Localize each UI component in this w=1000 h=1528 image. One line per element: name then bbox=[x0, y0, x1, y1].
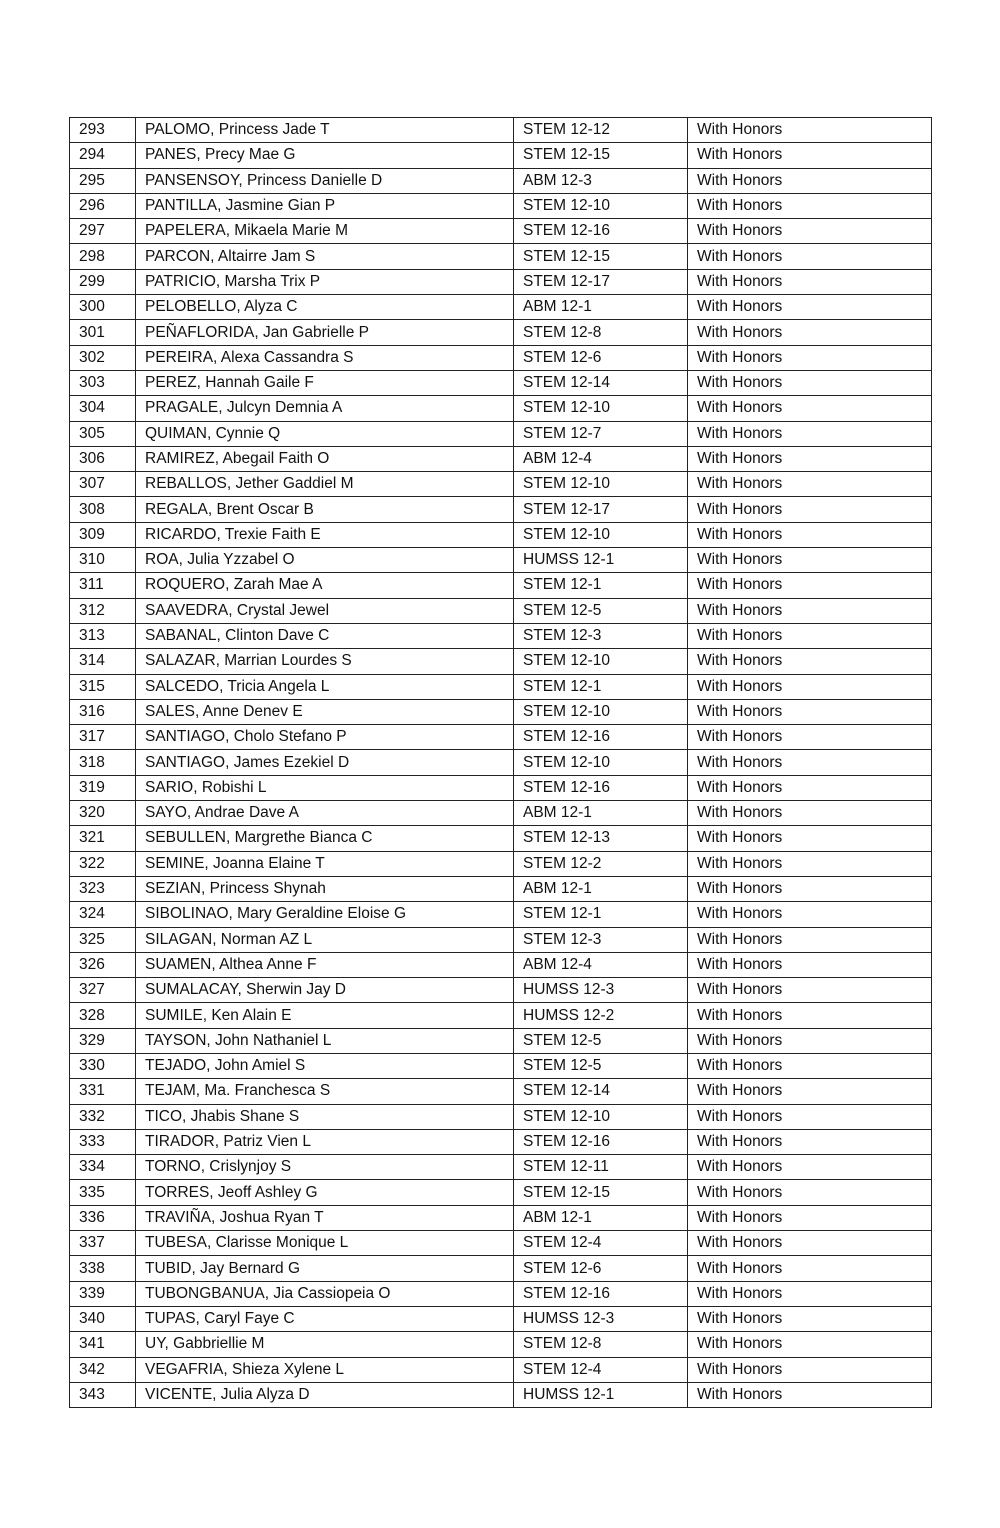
table-row bbox=[70, 750, 932, 775]
row-number-cell: 334 bbox=[70, 1155, 136, 1180]
student-name-cell: TORRES, Jeoff Ashley G bbox=[136, 1180, 514, 1205]
table-row bbox=[70, 446, 932, 471]
table-row bbox=[70, 1028, 932, 1053]
row-number-cell: 339 bbox=[70, 1281, 136, 1306]
table-row bbox=[70, 1357, 932, 1382]
table-row bbox=[70, 396, 932, 421]
section-cell: HUMSS 12-3 bbox=[514, 1306, 688, 1331]
table-row bbox=[70, 1129, 932, 1154]
section-cell: STEM 12-10 bbox=[514, 1104, 688, 1129]
student-name-cell: PALOMO, Princess Jade T bbox=[136, 118, 514, 143]
award-cell: With Honors bbox=[688, 1231, 932, 1256]
section-cell: STEM 12-10 bbox=[514, 750, 688, 775]
table-row bbox=[70, 978, 932, 1003]
row-number-cell: 324 bbox=[70, 902, 136, 927]
section-cell: STEM 12-15 bbox=[514, 1180, 688, 1205]
award-cell: With Honors bbox=[688, 118, 932, 143]
award-cell: With Honors bbox=[688, 345, 932, 370]
row-number-cell: 330 bbox=[70, 1053, 136, 1078]
table-row bbox=[70, 295, 932, 320]
student-name-cell: TIRADOR, Patriz Vien L bbox=[136, 1129, 514, 1154]
student-name-cell: TUPAS, Caryl Faye C bbox=[136, 1306, 514, 1331]
award-cell: With Honors bbox=[688, 143, 932, 168]
table-row bbox=[70, 649, 932, 674]
row-number-cell: 299 bbox=[70, 269, 136, 294]
row-number-cell: 327 bbox=[70, 978, 136, 1003]
student-name-cell: SUMILE, Ken Alain E bbox=[136, 1003, 514, 1028]
row-number-cell: 335 bbox=[70, 1180, 136, 1205]
row-number-cell: 325 bbox=[70, 927, 136, 952]
table-row bbox=[70, 320, 932, 345]
section-cell: ABM 12-1 bbox=[514, 876, 688, 901]
award-cell: With Honors bbox=[688, 1382, 932, 1407]
student-name-cell: SILAGAN, Norman AZ L bbox=[136, 927, 514, 952]
student-name-cell: VICENTE, Julia Alyza D bbox=[136, 1382, 514, 1407]
section-cell: STEM 12-14 bbox=[514, 1079, 688, 1104]
section-cell: STEM 12-8 bbox=[514, 320, 688, 345]
award-cell: With Honors bbox=[688, 295, 932, 320]
award-cell: With Honors bbox=[688, 1104, 932, 1129]
section-cell: STEM 12-4 bbox=[514, 1231, 688, 1256]
row-number-cell: 304 bbox=[70, 396, 136, 421]
row-number-cell: 306 bbox=[70, 446, 136, 471]
student-name-cell: SUAMEN, Althea Anne F bbox=[136, 952, 514, 977]
table-row bbox=[70, 801, 932, 826]
row-number-cell: 321 bbox=[70, 826, 136, 851]
award-cell: With Honors bbox=[688, 674, 932, 699]
student-name-cell: TORNO, Crislynjoy S bbox=[136, 1155, 514, 1180]
table-row bbox=[70, 1205, 932, 1230]
row-number-cell: 326 bbox=[70, 952, 136, 977]
row-number-cell: 338 bbox=[70, 1256, 136, 1281]
award-cell: With Honors bbox=[688, 421, 932, 446]
table-row bbox=[70, 1180, 932, 1205]
table-row bbox=[70, 472, 932, 497]
table-row bbox=[70, 573, 932, 598]
section-cell: STEM 12-1 bbox=[514, 902, 688, 927]
row-number-cell: 329 bbox=[70, 1028, 136, 1053]
section-cell: STEM 12-7 bbox=[514, 421, 688, 446]
award-cell: With Honors bbox=[688, 522, 932, 547]
section-cell: STEM 12-5 bbox=[514, 1053, 688, 1078]
student-name-cell: RICARDO, Trexie Faith E bbox=[136, 522, 514, 547]
section-cell: STEM 12-17 bbox=[514, 497, 688, 522]
student-name-cell: TUBESA, Clarisse Monique L bbox=[136, 1231, 514, 1256]
section-cell: STEM 12-17 bbox=[514, 269, 688, 294]
section-cell: STEM 12-1 bbox=[514, 573, 688, 598]
table-row bbox=[70, 118, 932, 143]
table-row bbox=[70, 370, 932, 395]
student-name-cell: RAMIREZ, Abegail Faith O bbox=[136, 446, 514, 471]
student-name-cell: PEÑAFLORIDA, Jan Gabrielle P bbox=[136, 320, 514, 345]
student-name-cell: SARIO, Robishi L bbox=[136, 775, 514, 800]
award-cell: With Honors bbox=[688, 826, 932, 851]
award-cell: With Honors bbox=[688, 1003, 932, 1028]
award-cell: With Honors bbox=[688, 1306, 932, 1331]
row-number-cell: 296 bbox=[70, 193, 136, 218]
section-cell: STEM 12-16 bbox=[514, 219, 688, 244]
row-number-cell: 336 bbox=[70, 1205, 136, 1230]
award-cell: With Honors bbox=[688, 775, 932, 800]
student-name-cell: PRAGALE, Julcyn Demnia A bbox=[136, 396, 514, 421]
row-number-cell: 323 bbox=[70, 876, 136, 901]
table-row bbox=[70, 725, 932, 750]
section-cell: STEM 12-5 bbox=[514, 1028, 688, 1053]
table-row bbox=[70, 699, 932, 724]
student-name-cell: PEREIRA, Alexa Cassandra S bbox=[136, 345, 514, 370]
award-cell: With Honors bbox=[688, 1028, 932, 1053]
student-name-cell: SAAVEDRA, Crystal Jewel bbox=[136, 598, 514, 623]
award-cell: With Honors bbox=[688, 851, 932, 876]
table-row bbox=[70, 548, 932, 573]
student-name-cell: SANTIAGO, James Ezekiel D bbox=[136, 750, 514, 775]
row-number-cell: 297 bbox=[70, 219, 136, 244]
section-cell: STEM 12-10 bbox=[514, 522, 688, 547]
table-row bbox=[70, 1053, 932, 1078]
table-row bbox=[70, 522, 932, 547]
student-name-cell: SEBULLEN, Margrethe Bianca C bbox=[136, 826, 514, 851]
section-cell: STEM 12-12 bbox=[514, 118, 688, 143]
student-name-cell: REGALA, Brent Oscar B bbox=[136, 497, 514, 522]
row-number-cell: 310 bbox=[70, 548, 136, 573]
row-number-cell: 307 bbox=[70, 472, 136, 497]
section-cell: ABM 12-4 bbox=[514, 952, 688, 977]
table-row bbox=[70, 775, 932, 800]
award-cell: With Honors bbox=[688, 801, 932, 826]
award-cell: With Honors bbox=[688, 370, 932, 395]
section-cell: STEM 12-6 bbox=[514, 345, 688, 370]
section-cell: ABM 12-4 bbox=[514, 446, 688, 471]
row-number-cell: 316 bbox=[70, 699, 136, 724]
row-number-cell: 301 bbox=[70, 320, 136, 345]
table-row bbox=[70, 1155, 932, 1180]
honors-table bbox=[69, 117, 932, 1408]
row-number-cell: 302 bbox=[70, 345, 136, 370]
award-cell: With Honors bbox=[688, 472, 932, 497]
table-row bbox=[70, 1332, 932, 1357]
row-number-cell: 319 bbox=[70, 775, 136, 800]
award-cell: With Honors bbox=[688, 396, 932, 421]
row-number-cell: 303 bbox=[70, 370, 136, 395]
section-cell: HUMSS 12-3 bbox=[514, 978, 688, 1003]
award-cell: With Honors bbox=[688, 1205, 932, 1230]
student-name-cell: SIBOLINAO, Mary Geraldine Eloise G bbox=[136, 902, 514, 927]
section-cell: HUMSS 12-1 bbox=[514, 1382, 688, 1407]
student-name-cell: SANTIAGO, Cholo Stefano P bbox=[136, 725, 514, 750]
section-cell: STEM 12-3 bbox=[514, 927, 688, 952]
section-cell: ABM 12-3 bbox=[514, 168, 688, 193]
student-name-cell: SAYO, Andrae Dave A bbox=[136, 801, 514, 826]
honors-table-body bbox=[70, 118, 932, 1408]
award-cell: With Honors bbox=[688, 1180, 932, 1205]
section-cell: STEM 12-5 bbox=[514, 598, 688, 623]
row-number-cell: 312 bbox=[70, 598, 136, 623]
student-name-cell: TUBID, Jay Bernard G bbox=[136, 1256, 514, 1281]
table-row bbox=[70, 598, 932, 623]
award-cell: With Honors bbox=[688, 168, 932, 193]
award-cell: With Honors bbox=[688, 320, 932, 345]
student-name-cell: TEJADO, John Amiel S bbox=[136, 1053, 514, 1078]
award-cell: With Honors bbox=[688, 598, 932, 623]
award-cell: With Honors bbox=[688, 1053, 932, 1078]
section-cell: STEM 12-15 bbox=[514, 244, 688, 269]
student-name-cell: SABANAL, Clinton Dave C bbox=[136, 623, 514, 648]
table-row bbox=[70, 244, 932, 269]
row-number-cell: 295 bbox=[70, 168, 136, 193]
award-cell: With Honors bbox=[688, 876, 932, 901]
row-number-cell: 293 bbox=[70, 118, 136, 143]
student-name-cell: PELOBELLO, Alyza C bbox=[136, 295, 514, 320]
table-row bbox=[70, 1104, 932, 1129]
row-number-cell: 313 bbox=[70, 623, 136, 648]
row-number-cell: 315 bbox=[70, 674, 136, 699]
row-number-cell: 294 bbox=[70, 143, 136, 168]
table-row bbox=[70, 1003, 932, 1028]
row-number-cell: 332 bbox=[70, 1104, 136, 1129]
student-name-cell: TRAVIÑA, Joshua Ryan T bbox=[136, 1205, 514, 1230]
student-name-cell: PANES, Precy Mae G bbox=[136, 143, 514, 168]
section-cell: STEM 12-3 bbox=[514, 623, 688, 648]
row-number-cell: 314 bbox=[70, 649, 136, 674]
student-name-cell: QUIMAN, Cynnie Q bbox=[136, 421, 514, 446]
award-cell: With Honors bbox=[688, 1155, 932, 1180]
table-row bbox=[70, 193, 932, 218]
section-cell: STEM 12-4 bbox=[514, 1357, 688, 1382]
award-cell: With Honors bbox=[688, 952, 932, 977]
table-row bbox=[70, 143, 932, 168]
section-cell: STEM 12-1 bbox=[514, 674, 688, 699]
table-row bbox=[70, 1256, 932, 1281]
student-name-cell: VEGAFRIA, Shieza Xylene L bbox=[136, 1357, 514, 1382]
student-name-cell: TUBONGBANUA, Jia Cassiopeia O bbox=[136, 1281, 514, 1306]
award-cell: With Honors bbox=[688, 548, 932, 573]
award-cell: With Honors bbox=[688, 902, 932, 927]
row-number-cell: 317 bbox=[70, 725, 136, 750]
student-name-cell: PARCON, Altairre Jam S bbox=[136, 244, 514, 269]
section-cell: ABM 12-1 bbox=[514, 801, 688, 826]
row-number-cell: 328 bbox=[70, 1003, 136, 1028]
row-number-cell: 309 bbox=[70, 522, 136, 547]
section-cell: STEM 12-10 bbox=[514, 472, 688, 497]
award-cell: With Honors bbox=[688, 750, 932, 775]
student-name-cell: UY, Gabbriellie M bbox=[136, 1332, 514, 1357]
student-name-cell: REBALLOS, Jether Gaddiel M bbox=[136, 472, 514, 497]
award-cell: With Honors bbox=[688, 573, 932, 598]
row-number-cell: 311 bbox=[70, 573, 136, 598]
table-row bbox=[70, 219, 932, 244]
award-cell: With Honors bbox=[688, 978, 932, 1003]
row-number-cell: 305 bbox=[70, 421, 136, 446]
award-cell: With Honors bbox=[688, 244, 932, 269]
award-cell: With Honors bbox=[688, 1079, 932, 1104]
award-cell: With Honors bbox=[688, 1281, 932, 1306]
award-cell: With Honors bbox=[688, 725, 932, 750]
table-row bbox=[70, 345, 932, 370]
row-number-cell: 300 bbox=[70, 295, 136, 320]
section-cell: STEM 12-2 bbox=[514, 851, 688, 876]
section-cell: STEM 12-14 bbox=[514, 370, 688, 395]
student-name-cell: SEMINE, Joanna Elaine T bbox=[136, 851, 514, 876]
row-number-cell: 343 bbox=[70, 1382, 136, 1407]
section-cell: STEM 12-10 bbox=[514, 193, 688, 218]
row-number-cell: 337 bbox=[70, 1231, 136, 1256]
row-number-cell: 308 bbox=[70, 497, 136, 522]
section-cell: STEM 12-13 bbox=[514, 826, 688, 851]
table-row bbox=[70, 168, 932, 193]
table-row bbox=[70, 1079, 932, 1104]
award-cell: With Honors bbox=[688, 269, 932, 294]
award-cell: With Honors bbox=[688, 1129, 932, 1154]
row-number-cell: 342 bbox=[70, 1357, 136, 1382]
award-cell: With Honors bbox=[688, 1357, 932, 1382]
student-name-cell: PATRICIO, Marsha Trix P bbox=[136, 269, 514, 294]
section-cell: STEM 12-15 bbox=[514, 143, 688, 168]
section-cell: STEM 12-10 bbox=[514, 649, 688, 674]
award-cell: With Honors bbox=[688, 446, 932, 471]
table-row bbox=[70, 826, 932, 851]
table-row bbox=[70, 876, 932, 901]
student-name-cell: ROQUERO, Zarah Mae A bbox=[136, 573, 514, 598]
table-row bbox=[70, 421, 932, 446]
table-row bbox=[70, 623, 932, 648]
table-row bbox=[70, 1281, 932, 1306]
award-cell: With Honors bbox=[688, 1332, 932, 1357]
table-row bbox=[70, 902, 932, 927]
student-name-cell: PANTILLA, Jasmine Gian P bbox=[136, 193, 514, 218]
student-name-cell: SUMALACAY, Sherwin Jay D bbox=[136, 978, 514, 1003]
section-cell: ABM 12-1 bbox=[514, 1205, 688, 1230]
row-number-cell: 341 bbox=[70, 1332, 136, 1357]
table-row bbox=[70, 497, 932, 522]
student-name-cell: SALES, Anne Denev E bbox=[136, 699, 514, 724]
award-cell: With Honors bbox=[688, 623, 932, 648]
section-cell: STEM 12-10 bbox=[514, 396, 688, 421]
student-name-cell: TAYSON, John Nathaniel L bbox=[136, 1028, 514, 1053]
section-cell: STEM 12-16 bbox=[514, 1281, 688, 1306]
student-name-cell: SEZIAN, Princess Shynah bbox=[136, 876, 514, 901]
award-cell: With Honors bbox=[688, 219, 932, 244]
section-cell: ABM 12-1 bbox=[514, 295, 688, 320]
table-row bbox=[70, 952, 932, 977]
section-cell: STEM 12-16 bbox=[514, 775, 688, 800]
row-number-cell: 333 bbox=[70, 1129, 136, 1154]
table-row bbox=[70, 674, 932, 699]
row-number-cell: 340 bbox=[70, 1306, 136, 1331]
award-cell: With Honors bbox=[688, 699, 932, 724]
table-row bbox=[70, 1306, 932, 1331]
row-number-cell: 298 bbox=[70, 244, 136, 269]
row-number-cell: 318 bbox=[70, 750, 136, 775]
award-cell: With Honors bbox=[688, 927, 932, 952]
student-name-cell: PANSENSOY, Princess Danielle D bbox=[136, 168, 514, 193]
section-cell: STEM 12-11 bbox=[514, 1155, 688, 1180]
section-cell: STEM 12-8 bbox=[514, 1332, 688, 1357]
row-number-cell: 331 bbox=[70, 1079, 136, 1104]
award-cell: With Honors bbox=[688, 497, 932, 522]
section-cell: HUMSS 12-1 bbox=[514, 548, 688, 573]
section-cell: STEM 12-6 bbox=[514, 1256, 688, 1281]
table-row bbox=[70, 1231, 932, 1256]
student-name-cell: TEJAM, Ma. Franchesca S bbox=[136, 1079, 514, 1104]
student-name-cell: PAPELERA, Mikaela Marie M bbox=[136, 219, 514, 244]
student-name-cell: SALAZAR, Marrian Lourdes S bbox=[136, 649, 514, 674]
section-cell: STEM 12-16 bbox=[514, 725, 688, 750]
student-name-cell: SALCEDO, Tricia Angela L bbox=[136, 674, 514, 699]
award-cell: With Honors bbox=[688, 1256, 932, 1281]
row-number-cell: 320 bbox=[70, 801, 136, 826]
student-name-cell: PEREZ, Hannah Gaile F bbox=[136, 370, 514, 395]
section-cell: HUMSS 12-2 bbox=[514, 1003, 688, 1028]
table-row bbox=[70, 851, 932, 876]
student-name-cell: TICO, Jhabis Shane S bbox=[136, 1104, 514, 1129]
student-name-cell: ROA, Julia Yzzabel O bbox=[136, 548, 514, 573]
table-row bbox=[70, 269, 932, 294]
award-cell: With Honors bbox=[688, 649, 932, 674]
award-cell: With Honors bbox=[688, 193, 932, 218]
row-number-cell: 322 bbox=[70, 851, 136, 876]
table-row bbox=[70, 927, 932, 952]
section-cell: STEM 12-16 bbox=[514, 1129, 688, 1154]
section-cell: STEM 12-10 bbox=[514, 699, 688, 724]
table-row bbox=[70, 1382, 932, 1407]
